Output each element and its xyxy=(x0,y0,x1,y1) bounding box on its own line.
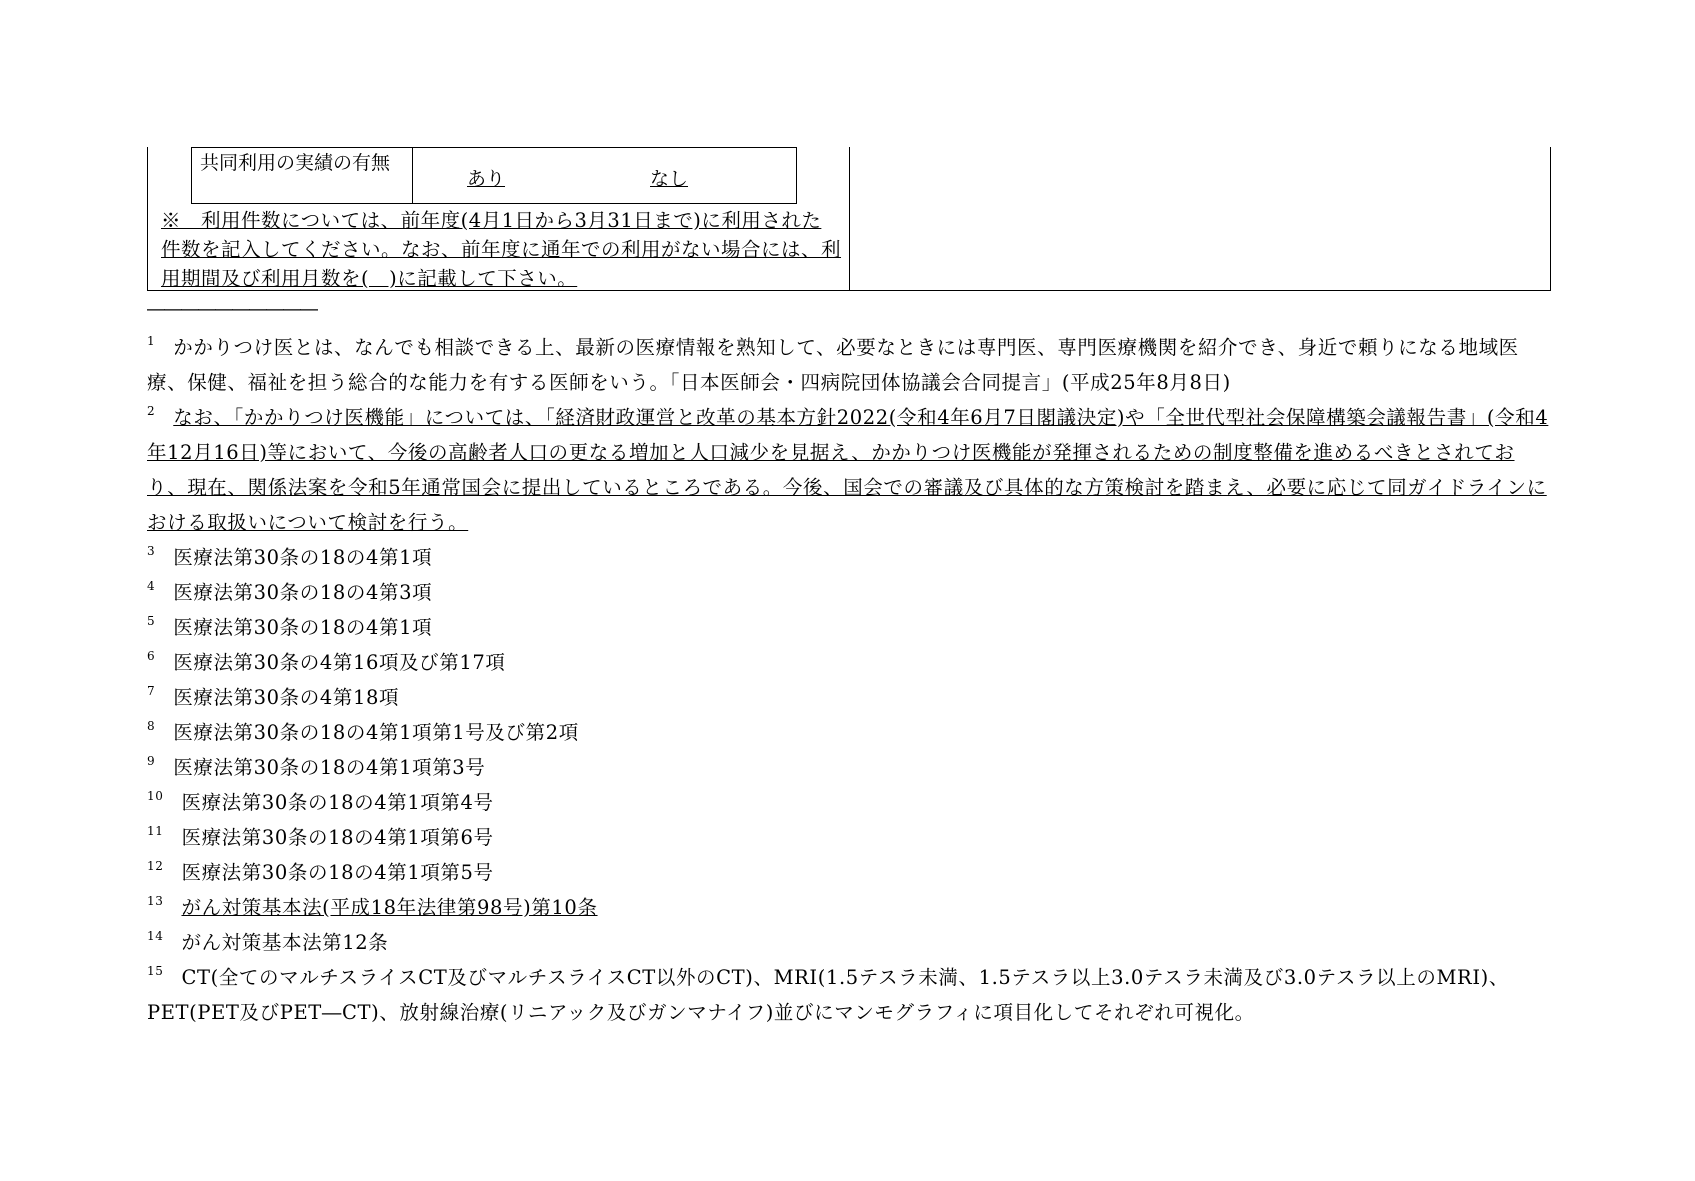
footnote-9 xyxy=(147,750,1551,785)
footnote-14 xyxy=(147,925,1551,960)
footnote-13 xyxy=(147,890,1551,925)
footnote-number: 11 xyxy=(147,824,164,838)
footnote-text: 医療法第30条の18の4第1項第3号 xyxy=(173,756,486,779)
footnote-number: 14 xyxy=(147,929,164,943)
footnote-number: 3 xyxy=(147,544,156,558)
footnote-text: 医療法第30条の18の4第1項第5号 xyxy=(181,861,494,884)
footnote-number: 2 xyxy=(147,404,156,418)
footnote-12 xyxy=(147,855,1551,890)
footnote-6 xyxy=(147,645,1551,680)
footnote-text: なお、「かかりつけ医機能」については、「経済財政運営と改革の基本方針2022(令和4年6月7日閣議決定)や「全世代型社会保障構築会議報告書」(令和4年12月16日)等において、今後の高齢者人口の更なる増加と人口減少を見据え、かかりつけ医機能が発揮されるための制度整備を進めるべきとされており、現在、関係法案を令和5年通常国会に提出しているところである。今後、国会での審議及び具体的な方策検討を踏まえ、必要に応じて同ガイドラインにおける取扱いについて検討を行う。 xyxy=(147,406,1549,534)
footnote-text: 医療法第30条の18の4第1項第1号及び第2項 xyxy=(173,721,579,744)
footnote-text: かかりつけ医とは、なんでも相談できる上、最新の医療情報を熟知して、必要なときには専門医、専門医療機関を紹介でき、身近で頼りになる地域医療、保健、福祉を担う総合的な能力を有する医師をいう。「日本医師会・四病院団体協議会合同提言」(平成25年8月8日) xyxy=(147,336,1519,394)
footnote-number: 4 xyxy=(147,579,156,593)
footnote-number: 5 xyxy=(147,614,156,628)
footnote-15 xyxy=(147,960,1551,1030)
footnote-3 xyxy=(147,540,1551,575)
footnote-number: 13 xyxy=(147,894,164,908)
footnote-number: 8 xyxy=(147,719,156,733)
option-yes: あり xyxy=(467,168,506,190)
footnote-text: CT(全てのマルチスライスCT及びマルチスライスCT以外のCT)、MRI(1.5テスラ未満、1.5テスラ以上3.0テスラ未満及び3.0テスラ以上のMRI)、PET(PET及びPET―CT)、放射線治療(リニアック及びガンマナイフ)並びにマンモグラフィに項目化してそれぞれ可視化。 xyxy=(147,966,1509,1024)
footnote-number: 12 xyxy=(147,859,164,873)
footnote-text: 医療法第30条の4第18項 xyxy=(173,686,400,709)
footnote-number: 9 xyxy=(147,754,156,768)
footnote-text: 医療法第30条の18の4第3項 xyxy=(173,581,433,604)
footnote-10 xyxy=(147,785,1551,820)
shared-use-label: 共同利用の実績の有無 xyxy=(192,148,413,203)
footnote-text: 医療法第30条の18の4第1項第6号 xyxy=(181,826,494,849)
option-no: なし xyxy=(650,168,689,190)
footnote-text: 医療法第30条の18の4第1項 xyxy=(173,546,433,569)
footnote-text: 医療法第30条の4第16項及び第17項 xyxy=(173,651,506,674)
footnote-7 xyxy=(147,680,1551,715)
usage-note-text: ※ 利用件数については、前年度(4月1日から3月31日まで)に利用された件数を記入してください。なお、前年度に通年での利用がない場合には、利用期間及び利用月数を( )に記載して下さい。 xyxy=(161,209,842,290)
footnote-1 xyxy=(147,330,1551,400)
footnote-text: 医療法第30条の18の4第1項第4号 xyxy=(181,791,494,814)
table-column-divider xyxy=(849,147,850,290)
footnote-separator: ―――――――――― xyxy=(147,299,317,320)
footnote-text: がん対策基本法(平成18年法律第98号)第10条 xyxy=(181,896,598,919)
footnote-5 xyxy=(147,610,1551,645)
footnote-11 xyxy=(147,820,1551,855)
shared-use-table xyxy=(191,147,797,204)
report-table xyxy=(147,147,1551,291)
footnote-2 xyxy=(147,400,1551,540)
footnote-text: がん対策基本法第12条 xyxy=(181,931,389,954)
usage-note xyxy=(161,206,841,293)
footnote-4 xyxy=(147,575,1551,610)
footnote-8 xyxy=(147,715,1551,750)
footnote-number: 1 xyxy=(147,334,156,348)
footnote-number: 6 xyxy=(147,649,156,663)
footnote-number: 7 xyxy=(147,684,156,698)
footnote-number: 10 xyxy=(147,789,164,803)
footnote-text: 医療法第30条の18の4第1項 xyxy=(173,616,433,639)
footnote-number: 15 xyxy=(147,964,164,978)
